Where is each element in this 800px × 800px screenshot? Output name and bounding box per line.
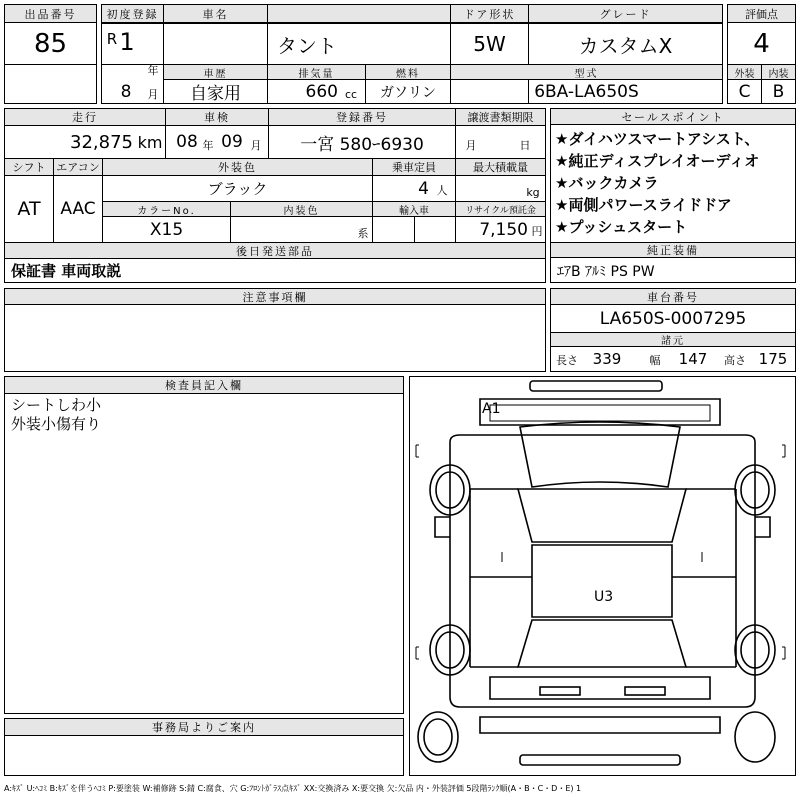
max-load-label: 最大積載量 <box>456 159 545 175</box>
legend: A:ｷｽﾞ U:ﾍｺﾐ B:ｷｽﾞを伴うﾍｺﾐ P:要塗装 W:補修跡 S:錆 C:腐食、穴 G:ﾌﾛﾝﾄｶﾞﾗｽ点ｷｽﾞ XX:交換済み X:要交換 欠:欠品 内・外装評価 5段階ﾗﾝｸ順(A・B・C・D・E) 1 <box>4 783 582 793</box>
max-load-unit: kg <box>526 185 540 199</box>
inspector-note-2: 外装小傷有り <box>11 415 102 433</box>
later-parts-value: 保証書 車両取説 <box>11 262 122 280</box>
seats-label: 乗車定員 <box>373 159 455 175</box>
car-outline-diagram <box>410 377 795 775</box>
first-reg-label: 初度登録 <box>102 5 163 23</box>
inspector-label: 検査員記入欄 <box>5 377 403 394</box>
inspection-year: 08 <box>176 132 198 152</box>
fuel-value: ガソリン <box>380 84 436 101</box>
inspection-month-unit: 月 <box>250 139 262 152</box>
car-name-label-2 <box>268 5 450 23</box>
reg-no-label: 登録番号 <box>269 109 455 125</box>
mileage-unit: km <box>137 132 163 152</box>
ext-color-value: ブラック <box>207 180 268 198</box>
color-no-label: カラーNo. <box>103 202 230 216</box>
first-reg-month-unit: 月 <box>147 88 159 101</box>
recycle-unit: 円 <box>531 225 543 238</box>
transfer-month-unit: 月 <box>465 139 477 152</box>
car-name-value: タント <box>277 33 337 58</box>
model-label: 型式 <box>451 65 722 79</box>
int-color-unit: 系 <box>357 227 369 240</box>
sales-points-label: セールスポイント <box>551 109 795 125</box>
inspection-month: 09 <box>221 132 243 152</box>
shift-label: シフト <box>5 159 53 175</box>
equipment-value: ｴｱB ｱﾙﾐ PS PW <box>557 263 655 280</box>
width-value: 147 <box>678 350 708 368</box>
transfer-day-unit: 日 <box>519 139 531 152</box>
width-label: 幅 <box>649 354 661 367</box>
length-value: 339 <box>592 350 622 368</box>
mileage-label: 走行 <box>5 109 165 125</box>
first-reg-era: R <box>106 30 118 48</box>
lot-label: 出品番号 <box>5 5 96 23</box>
vehicle-info-box <box>101 4 723 104</box>
lot-number: 85 <box>33 28 68 59</box>
displacement-unit: cc <box>344 87 358 101</box>
damage-mark-a1: A1 <box>482 401 501 417</box>
first-reg-month: 8 <box>120 82 132 102</box>
office-label: 事務局よりご案内 <box>5 719 403 736</box>
aircon-label: エアコン <box>54 159 102 175</box>
grade-label: グレード <box>529 5 722 23</box>
inspector-note-1: シートしわ小 <box>11 396 102 414</box>
sales-point-5: ★プッシュスタート <box>555 218 688 236</box>
inspector-box <box>4 376 404 714</box>
details-box <box>4 108 546 283</box>
chassis-value: LA650S-0007295 <box>599 309 747 329</box>
height-value: 175 <box>758 350 788 368</box>
grade-value: カスタムX <box>578 33 673 58</box>
score-label: 評価点 <box>728 5 795 23</box>
car-name-label: 車名 <box>164 5 267 23</box>
color-no-value: X15 <box>149 219 184 240</box>
office-box <box>4 718 404 776</box>
shift-value: AT <box>17 198 41 220</box>
length-label: 長さ <box>556 354 578 367</box>
history-value: 自家用 <box>190 84 241 103</box>
int-grade-value: B <box>772 81 785 102</box>
transfer-label: 譲渡書類期限 <box>456 109 545 125</box>
displacement-label: 排気量 <box>268 65 365 79</box>
sales-point-2: ★純正ディスプレイオーディオ <box>555 152 760 170</box>
displacement-value: 660 <box>305 81 338 102</box>
mileage-value: 32,875 <box>70 131 133 153</box>
sales-box <box>550 108 796 283</box>
chassis-label: 車台番号 <box>551 289 795 305</box>
first-reg-year: 1 <box>119 28 135 56</box>
inspection-label: 車検 <box>166 109 268 125</box>
equipment-label: 純正装備 <box>551 243 795 258</box>
door-label: ドア形状 <box>451 5 528 23</box>
ext-grade-label: 外装 <box>728 65 761 79</box>
dims-label: 諸元 <box>551 333 795 347</box>
seats-unit: 人 <box>436 184 448 197</box>
recycle-label: リサイクル預託金 <box>456 202 545 216</box>
sales-point-1: ★ダイハツスマートアシスト、 <box>555 130 760 148</box>
fuel-label: 燃料 <box>366 65 450 79</box>
history-label: 車歴 <box>164 65 267 79</box>
later-parts-label: 後日発送部品 <box>5 243 545 258</box>
int-color-label: 内装色 <box>231 202 372 216</box>
model-value: 6BA-LA650S <box>534 81 639 102</box>
sales-point-4: ★両側パワースライドドア <box>555 196 732 214</box>
damage-mark-u3: U3 <box>594 589 614 605</box>
seats-value: 4 <box>418 178 429 199</box>
score-value: 4 <box>753 29 770 59</box>
ext-color-label: 外装色 <box>103 159 372 175</box>
inspection-year-unit: 年 <box>202 139 214 152</box>
reg-no-value: 一宮 580ｰ6930 <box>300 134 424 155</box>
ext-grade-value: C <box>738 81 751 102</box>
cautions-label: 注意事項欄 <box>5 289 545 305</box>
chassis-box <box>550 288 796 372</box>
first-reg-year-unit: 年 <box>147 64 159 77</box>
cautions-box <box>4 288 546 372</box>
door-value: 5W <box>473 32 506 56</box>
aircon-value: AAC <box>60 199 96 219</box>
score-box <box>727 4 796 104</box>
lot-box <box>4 4 97 104</box>
int-grade-label: 内装 <box>762 65 795 79</box>
sales-point-3: ★バックカメラ <box>555 174 659 192</box>
height-label: 高さ <box>724 354 746 367</box>
damage-diagram <box>409 376 796 776</box>
recycle-value: 7,150 <box>479 219 528 240</box>
import-label: 輸入車 <box>373 202 455 216</box>
